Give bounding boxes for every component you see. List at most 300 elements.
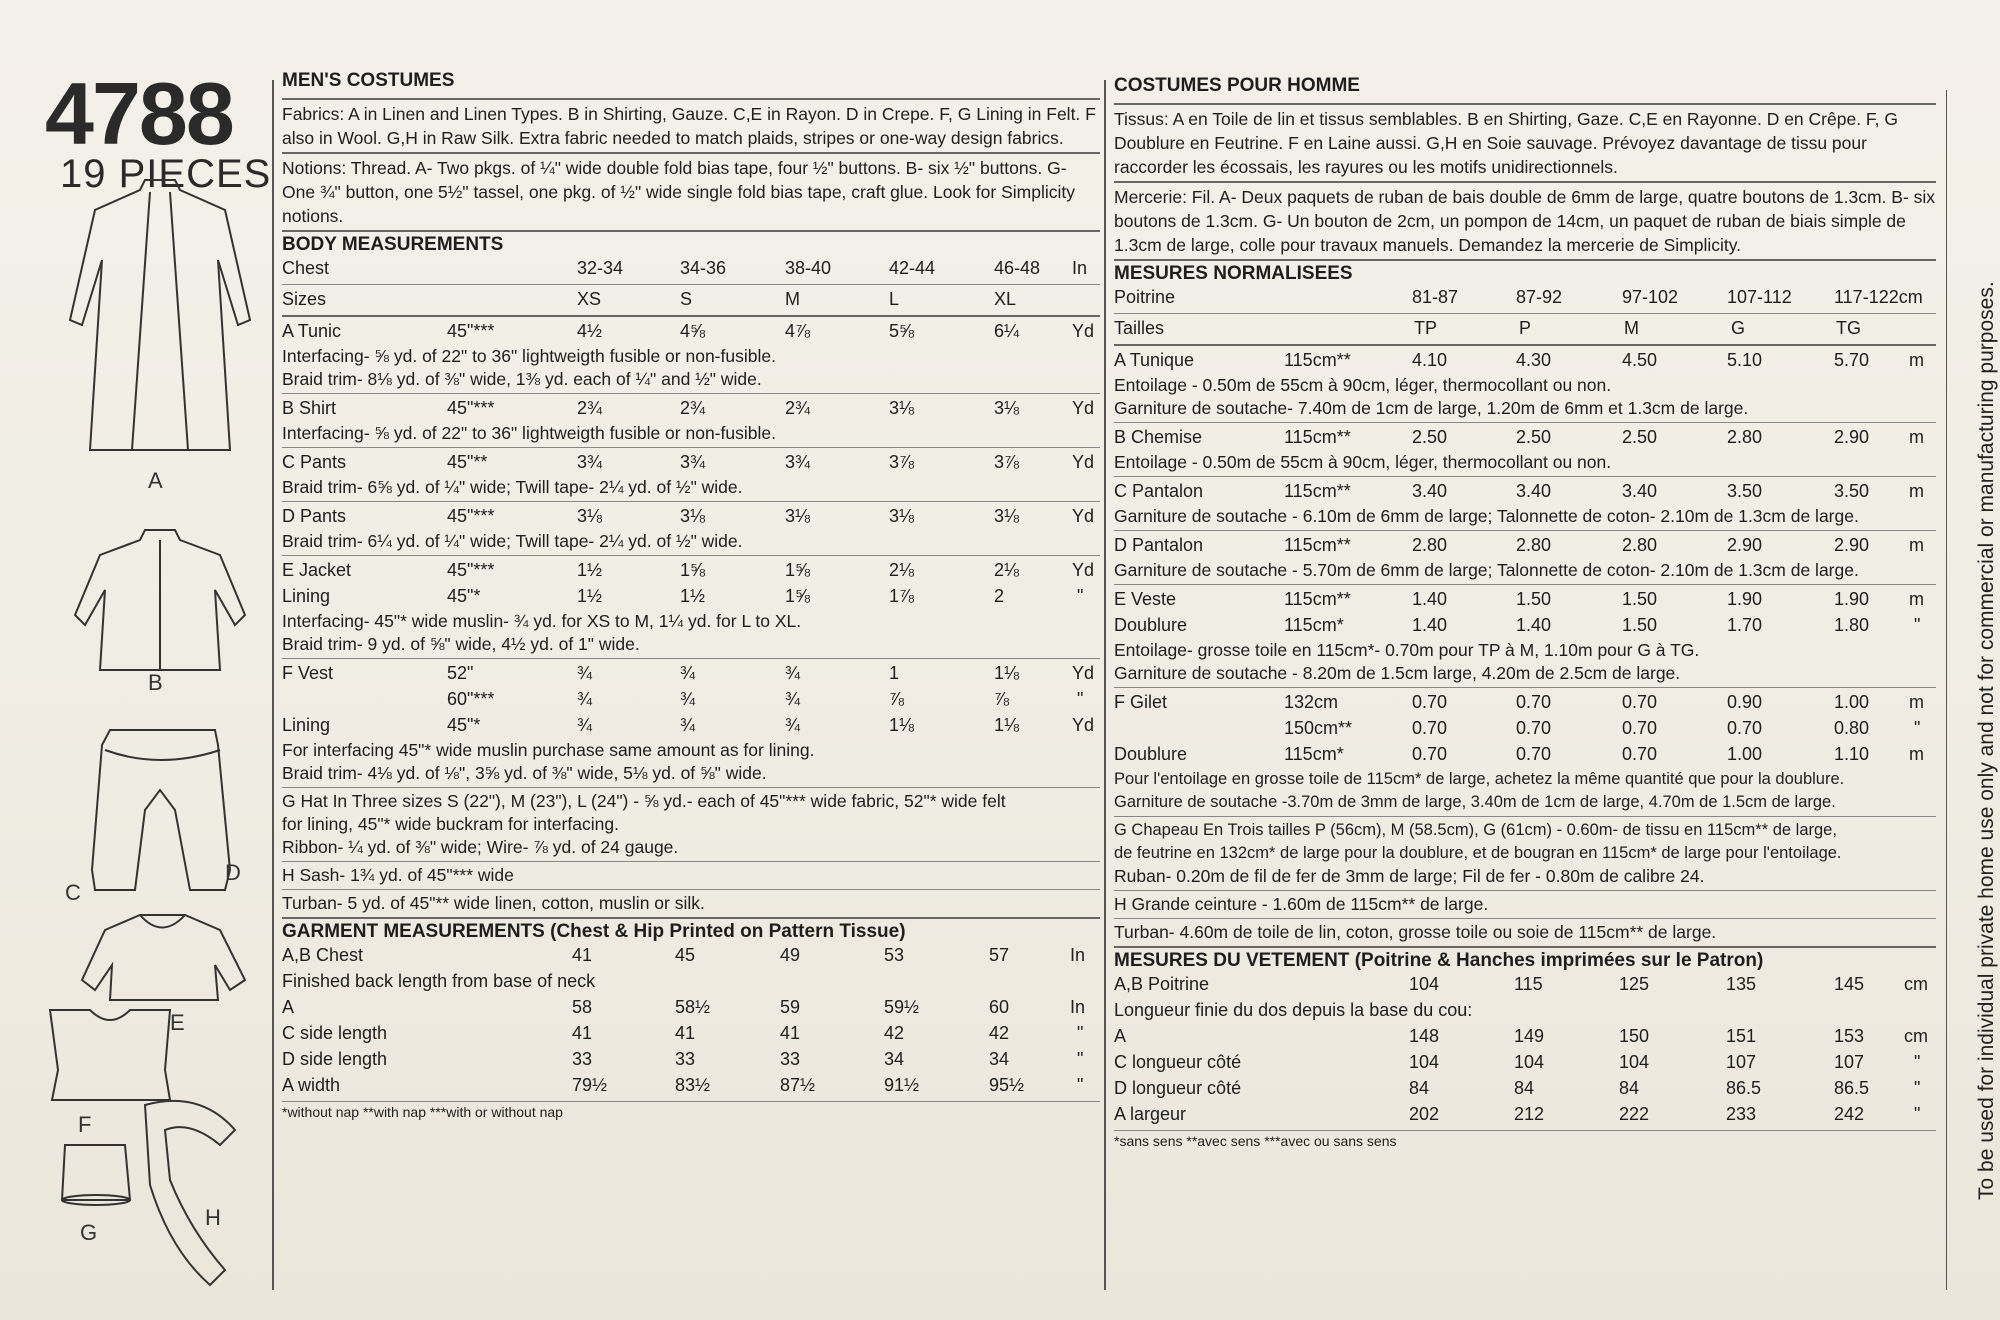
unit: ": [1077, 586, 1084, 606]
cell: 2.50: [1412, 427, 1448, 447]
cell: 1⅞: [889, 586, 915, 606]
view-a-row: [1114, 348, 1936, 374]
cell: 125: [1619, 974, 1650, 994]
unit: Yd: [1072, 321, 1095, 341]
cell: 150: [1619, 1026, 1650, 1046]
view-b-row: [1114, 425, 1936, 451]
cell: 1½: [577, 586, 603, 606]
width: 115cm**: [1284, 481, 1351, 501]
section-title: COSTUMES POUR HOMME: [1114, 75, 1360, 96]
chest-row: [1114, 285, 1936, 311]
cell: ¾: [577, 663, 593, 683]
cell: 33: [572, 1049, 593, 1069]
cell: 1.40: [1412, 615, 1448, 635]
note: Garniture de soutache - 6.10m de 6mm de large; Talonnette de coton- 2.10m de 1.3cm de large.: [1114, 506, 1859, 526]
cell: 2: [994, 586, 1005, 606]
cell: 1.50: [1622, 589, 1658, 609]
cell: 104: [1409, 1052, 1440, 1072]
unit: Yd: [1072, 506, 1095, 526]
cell: ¾: [577, 715, 593, 735]
cell: L: [889, 289, 900, 309]
row-label: D side length: [282, 1049, 388, 1069]
garment-measurements-title: MESURES DU VETEMENT (Poitrine & Hanches imprimées sur le Patron): [1114, 950, 1764, 971]
cell: 2.80: [1412, 535, 1448, 555]
cell: 84: [1514, 1078, 1535, 1098]
cell: M: [1624, 318, 1639, 338]
cell: 42-44: [889, 258, 936, 278]
cell: 6¼: [994, 321, 1020, 341]
body-measurements-title: MESURES NORMALISEES: [1114, 263, 1353, 284]
row-label: A width: [282, 1075, 341, 1095]
cell: 222: [1619, 1104, 1650, 1124]
cell: ¾: [680, 663, 696, 683]
gm-a-row: [282, 995, 1100, 1021]
cell: 3⅛: [577, 506, 603, 526]
cell: 33: [780, 1049, 801, 1069]
cell: 1.00: [1727, 744, 1763, 764]
cell: 3⅛: [994, 506, 1020, 526]
cell: 202: [1409, 1104, 1440, 1124]
unit: m: [1909, 692, 1924, 712]
row-label: Lining: [282, 586, 331, 606]
cell: 33: [675, 1049, 696, 1069]
gm-chest-row: [1114, 972, 1936, 998]
width: 115cm**: [1284, 427, 1351, 447]
view-c-row: [282, 450, 1100, 476]
view-d-row: [1114, 533, 1936, 559]
note: Interfacing- 45"* wide muslin- ¾ yd. for XS to M, 1¼ yd. for L to XL.: [282, 611, 802, 631]
cell: 38-40: [785, 258, 832, 278]
cell: 57: [989, 945, 1010, 965]
cell: 2¾: [577, 398, 603, 418]
row-label: A,B Chest: [282, 945, 364, 965]
cell: 34: [884, 1049, 905, 1069]
view-c-row: [1114, 479, 1936, 505]
note: Garniture de soutache -3.70m de 3mm de large, 3.40m de 1cm de large, 4.70m de 1.5cm de large.: [1114, 793, 1836, 811]
cell: 0.70: [1516, 718, 1552, 738]
unit: ": [1914, 615, 1921, 635]
view-e-lining-row: [1114, 613, 1936, 639]
gm-a-row: [1114, 1024, 1936, 1050]
cell: 0.70: [1622, 744, 1658, 764]
note: H Grande ceinture - 1.60m de 115cm** de large.: [1114, 894, 1489, 914]
unit: ": [1914, 1104, 1921, 1124]
note: G Hat In Three sizes S (22"), M (23"), L (24") - ⅝ yd.- each of 45"*** wide fabric, 52"* wide felt: [282, 791, 1006, 811]
cell: ¾: [680, 689, 696, 709]
notions-text: Mercerie: Fil. A- Deux paquets de ruban de bais double de 6mm de large, quatre boutons de 1.3cm. B- six boutons de 1.3cm. G- Un bouton de 2cm, un pompon de 14cm, un paquet de ruban de biais simple de 1.3cm de large, colle pour travaux manuels. Demandez la mercerie de Simplicity.: [1114, 187, 1936, 255]
cell: 104: [1514, 1052, 1545, 1072]
gm-back-row: [282, 969, 1100, 995]
width: 60"***: [447, 689, 495, 709]
cell: S: [680, 289, 693, 309]
unit: Yd: [1072, 715, 1095, 735]
view-f-illustration: [50, 1010, 170, 1100]
cell: 42: [989, 1023, 1010, 1043]
cell: 87-92: [1516, 287, 1563, 307]
cell: 4.50: [1622, 350, 1658, 370]
note: de feutrine en 132cm* de large pour la doublure, et de bougran en 115cm* de large pour l'entoilage.: [1114, 844, 1842, 862]
note: Garniture de soutache - 5.70m de 6mm de large; Talonnette de coton- 2.10m de 1.3cm de large.: [1114, 560, 1859, 580]
width: 45"**: [447, 452, 488, 472]
gm-w-row: [1114, 1102, 1936, 1128]
label-view-g: G: [80, 1220, 98, 1245]
gm-c-row: [282, 1021, 1100, 1047]
cell: 1.40: [1412, 589, 1448, 609]
cell: TG: [1836, 318, 1861, 338]
notions-text: Notions: Thread. A- Two pkgs. of ¼" wide double fold bias tape, four ½" buttons. B- six ½" buttons. G- One ¾" button, one 5½" tassel, one pkg. of ½" wide single fold bias tape, craft glue. Look for Simplicity notions.: [282, 158, 1075, 226]
cell: 2.80: [1727, 427, 1763, 447]
garment-measurements-title: GARMENT MEASUREMENTS (Chest & Hip Printed on Pattern Tissue): [282, 921, 906, 942]
row-label: B Shirt: [282, 398, 337, 418]
view-f-row-2: [282, 687, 1100, 713]
cell: ⅞: [994, 689, 1010, 709]
cell: 1.50: [1516, 589, 1552, 609]
cell: ⅞: [889, 689, 905, 709]
cell: 4.10: [1412, 350, 1448, 370]
cell: 34: [989, 1049, 1010, 1069]
cell: 41: [572, 945, 593, 965]
garment-illustrations: [40, 170, 280, 1310]
divider-center: [1104, 80, 1106, 1290]
cell: 107: [1726, 1052, 1757, 1072]
row-label: Chest: [282, 258, 330, 278]
row-label: A: [1114, 1026, 1127, 1046]
cell: 3.50: [1727, 481, 1763, 501]
cell: 2¾: [680, 398, 706, 418]
note: for lining, 45"* wide buckram for interfacing.: [282, 814, 619, 834]
cell: 3.50: [1834, 481, 1870, 501]
cell: 0.70: [1412, 692, 1448, 712]
cell: 3.40: [1412, 481, 1448, 501]
view-f-lining-row: [282, 713, 1100, 739]
row-label: Lining: [282, 715, 331, 735]
note: Ribbon- ¼ yd. of ⅜" wide; Wire- ⅞ yd. of 24 gauge.: [282, 837, 679, 857]
cell: 34-36: [680, 258, 727, 278]
label-view-f: F: [78, 1112, 92, 1137]
cell: M: [785, 289, 800, 309]
cell: 1.40: [1516, 615, 1552, 635]
note: H Sash- 1¾ yd. of 45"*** wide: [282, 865, 514, 885]
unit: m: [1909, 589, 1924, 609]
cell: 107: [1834, 1052, 1865, 1072]
cell: 2.90: [1834, 535, 1870, 555]
cell: 1.80: [1834, 615, 1870, 635]
unit: ": [1077, 1049, 1084, 1069]
cell: 5.10: [1727, 350, 1763, 370]
cell: 1.10: [1834, 744, 1870, 764]
cell: 4⅝: [680, 321, 706, 341]
sizes-row: [282, 287, 1100, 313]
cell: 95½: [989, 1075, 1025, 1095]
cell: 107-112: [1727, 287, 1792, 307]
cell: 2.50: [1622, 427, 1658, 447]
cell: 1½: [680, 586, 706, 606]
cell: ¾: [785, 715, 801, 735]
note: Garniture de soutache - 8.20m de 1.5cm large, 4.20m de 2.5cm de large.: [1114, 663, 1681, 683]
note: Entoilage - 0.50m de 55cm à 90cm, léger, thermocollant ou non.: [1114, 452, 1612, 472]
cell: 81-87: [1412, 287, 1459, 307]
row-label: A Tunique: [1114, 350, 1195, 370]
chest-row: [282, 256, 1100, 282]
row-label: D Pantalon: [1114, 535, 1204, 555]
row-label: Poitrine: [1114, 287, 1176, 307]
cell: 0.70: [1516, 692, 1552, 712]
cell: 41: [675, 1023, 696, 1043]
cell: 45: [675, 945, 696, 965]
cell: 79½: [572, 1075, 608, 1095]
cell: 3.40: [1622, 481, 1658, 501]
width: 52": [447, 663, 474, 683]
cell: 86.5: [1834, 1078, 1870, 1098]
cell: 0.90: [1727, 692, 1763, 712]
label-view-c: C: [65, 880, 81, 905]
note: For interfacing 45"* wide muslin purchase same amount as for lining.: [282, 740, 815, 760]
unit: cm: [1904, 974, 1928, 994]
view-e-lining-row: [282, 584, 1100, 610]
cell: 2.80: [1516, 535, 1552, 555]
cell: 3⅛: [994, 398, 1020, 418]
unit: Yd: [1072, 663, 1095, 683]
cell: 4⅞: [785, 321, 811, 341]
cell: 3⅞: [889, 452, 915, 472]
view-a-row: [282, 319, 1100, 345]
row-label: E Veste: [1114, 589, 1177, 609]
cell: 86.5: [1726, 1078, 1762, 1098]
label-view-e: E: [170, 1010, 185, 1035]
note: Turban- 4.60m de toile de lin, coton, grosse toile ou soie de 115cm** de large.: [1114, 922, 1717, 942]
view-g-illustration: [62, 1145, 130, 1205]
cell: 1: [889, 663, 900, 683]
row-label: F Gilet: [1114, 692, 1168, 712]
row-label: E Jacket: [282, 560, 352, 580]
view-e-illustration: [82, 915, 245, 1000]
row-label: Tailles: [1114, 318, 1165, 338]
label-view-h: H: [205, 1205, 221, 1230]
width: 45"***: [447, 506, 495, 526]
cell: 151: [1726, 1026, 1757, 1046]
cell: 0.70: [1622, 692, 1658, 712]
row-label: Longueur finie du dos depuis la base du cou:: [1114, 1000, 1473, 1020]
cell: 104: [1409, 974, 1440, 994]
width: 115cm*: [1284, 615, 1344, 635]
cell: 0.70: [1727, 718, 1763, 738]
cell: 0.80: [1834, 718, 1870, 738]
note: Entoilage - 0.50m de 55cm à 90cm, léger, thermocollant ou non.: [1114, 375, 1612, 395]
cell: XS: [577, 289, 602, 309]
unit: ": [1077, 1023, 1084, 1043]
cell: 3¾: [785, 452, 811, 472]
label-view-b: B: [148, 670, 163, 695]
view-e-row: [1114, 587, 1936, 613]
row-label: Doublure: [1114, 615, 1188, 635]
unit: In: [1070, 997, 1086, 1017]
pieces-count: 19 PIECES: [60, 152, 272, 196]
view-d-row: [282, 504, 1100, 530]
gm-back-row: [1114, 998, 1936, 1024]
view-cd-illustration: [92, 730, 230, 890]
unit: In: [1070, 945, 1086, 965]
body-measurements-title: BODY MEASUREMENTS: [282, 234, 504, 255]
cell: ¾: [680, 715, 696, 735]
cell: 148: [1409, 1026, 1440, 1046]
cell: 3.40: [1516, 481, 1552, 501]
cell: 0.70: [1412, 718, 1448, 738]
note: Garniture de soutache- 7.40m de 1cm de large, 1.20m de 6mm et 1.3cm de large.: [1114, 398, 1749, 418]
unit: ": [1914, 718, 1921, 738]
unit: Yd: [1072, 452, 1095, 472]
row-label: A,B Poitrine: [1114, 974, 1210, 994]
cell: 41: [572, 1023, 593, 1043]
row-label: A: [282, 997, 295, 1017]
width: 132cm: [1284, 692, 1339, 712]
cell: 83½: [675, 1075, 711, 1095]
unit: ": [1077, 1075, 1084, 1095]
width: 45"***: [447, 321, 495, 341]
view-f-row: [1114, 690, 1936, 716]
note: Braid trim- 4⅛ yd. of ⅛", 3⅝ yd. of ⅜" wide, 5⅛ yd. of ⅝" wide.: [282, 763, 767, 783]
unit: Yd: [1072, 560, 1095, 580]
view-b-row: [282, 396, 1100, 422]
unit: In: [1072, 258, 1088, 278]
cell: 3⅛: [680, 506, 706, 526]
cell: 5.70: [1834, 350, 1870, 370]
cell: 0.70: [1516, 744, 1552, 764]
row-label: A largeur: [1114, 1104, 1187, 1124]
cell: XL: [994, 289, 1017, 309]
note: Braid trim- 8⅛ yd. of ⅜" wide, 1⅜ yd. each of ¼" and ½" wide.: [282, 369, 762, 389]
cell: 42: [884, 1023, 905, 1043]
width: 115cm**: [1284, 350, 1351, 370]
row-label: A Tunic: [282, 321, 342, 341]
cell: 212: [1514, 1104, 1545, 1124]
row-label: F Vest: [282, 663, 334, 683]
note: Ruban- 0.20m de fil de fer de 3mm de large; Fil de fer - 0.80m de calibre 24.: [1114, 866, 1705, 886]
cell: 3⅛: [889, 398, 915, 418]
cell: 1⅝: [785, 560, 811, 580]
cell: 1.90: [1727, 589, 1763, 609]
unit: m: [1909, 535, 1924, 555]
cell: 3⅛: [785, 506, 811, 526]
divider-left: [272, 80, 274, 1290]
cell: 53: [884, 945, 905, 965]
width: 45"***: [447, 398, 495, 418]
cell: 1.50: [1622, 615, 1658, 635]
row-label: D Pants: [282, 506, 347, 526]
cell: 0.70: [1622, 718, 1658, 738]
fabrics-text: Fabrics: A in Linen and Linen Types. B in Shirting, Gauze. C,E in Rayon. D in Crepe. F, G Lining in Felt. F also in Wool. G,H in Raw Silk. Extra fabric needed to match plaids, stripes or one-way design fabrics.: [282, 104, 1096, 148]
gm-d-row: [1114, 1076, 1936, 1102]
note: Interfacing- ⅝ yd. of 22" to 36" lightweigth fusible or non-fusible.: [282, 346, 776, 366]
width: 115cm**: [1284, 535, 1351, 555]
cell: ¾: [577, 689, 593, 709]
unit: ": [1914, 1078, 1921, 1098]
row-label: C Pants: [282, 452, 347, 472]
row-label: Finished back length from base of neck: [282, 971, 596, 991]
label-view-d: D: [225, 860, 241, 885]
cell: P: [1519, 318, 1532, 338]
width: 45"***: [447, 560, 495, 580]
view-f-row-2: [1114, 716, 1936, 742]
cell: 2.90: [1727, 535, 1763, 555]
cell: 58½: [675, 997, 711, 1017]
sizes-row: [1114, 316, 1936, 342]
note: Braid trim- 6¼ yd. of ¼" wide; Twill tape- 2¼ yd. of ½" wide.: [282, 531, 743, 551]
cell: 153: [1834, 1026, 1865, 1046]
usage-notice: To be used for individual private home use only and not for commercial or manufacturing purposes.: [1975, 281, 1998, 1200]
cell: 3⅞: [994, 452, 1020, 472]
view-h-illustration: [145, 1101, 235, 1285]
cell: 242: [1834, 1104, 1865, 1124]
gm-c-row: [1114, 1050, 1936, 1076]
width: 45"*: [447, 715, 481, 735]
cell: 87½: [780, 1075, 816, 1095]
row-label: Doublure: [1114, 744, 1188, 764]
row-label: D longueur côté: [1114, 1078, 1242, 1098]
cell: 117-122cm: [1834, 287, 1923, 307]
cell: 1.70: [1727, 615, 1763, 635]
cell: 0.70: [1412, 744, 1448, 764]
cell: 84: [1409, 1078, 1430, 1098]
english-section: [282, 70, 1100, 1120]
width: 150cm**: [1284, 718, 1353, 738]
unit: m: [1909, 427, 1924, 447]
cell: 5⅝: [889, 321, 915, 341]
note: Entoilage- grosse toile en 115cm*- 0.70m pour TP à M, 1.10m pour G à TG.: [1114, 640, 1700, 660]
cell: 1.90: [1834, 589, 1870, 609]
cell: 46-48: [994, 258, 1041, 278]
cell: 1⅝: [785, 586, 811, 606]
note: Turban- 5 yd. of 45"** wide linen, cotton, muslin or silk.: [282, 893, 705, 913]
cell: 135: [1726, 974, 1757, 994]
cell: 91½: [884, 1075, 920, 1095]
cell: 97-102: [1622, 287, 1679, 307]
width: 45"*: [447, 586, 481, 606]
cell: 4½: [577, 321, 603, 341]
cell: 59: [780, 997, 801, 1017]
cell: 1½: [577, 560, 603, 580]
note: Braid trim- 6⅝ yd. of ¼" wide; Twill tape- 2¼ yd. of ½" wide.: [282, 477, 743, 497]
footnote: *sans sens **avec sens ***avec ou sans sens: [1114, 1133, 1397, 1149]
french-section: [1114, 75, 1936, 1149]
cell: 104: [1619, 1052, 1650, 1072]
unit: ": [1914, 1052, 1921, 1072]
cell: 32-34: [577, 258, 624, 278]
cell: ¾: [785, 663, 801, 683]
cell: 1.00: [1834, 692, 1870, 712]
section-title: MEN'S COSTUMES: [282, 70, 455, 91]
cell: 49: [780, 945, 801, 965]
note: Braid trim- 9 yd. of ⅝" wide, 4½ yd. of 1" wide.: [282, 634, 640, 654]
cell: 2.50: [1516, 427, 1552, 447]
width: 115cm*: [1284, 744, 1344, 764]
cell: 58: [572, 997, 593, 1017]
cell: G: [1731, 318, 1746, 338]
cell: 1⅛: [994, 663, 1020, 683]
cell: 59½: [884, 997, 920, 1017]
gm-d-row: [282, 1047, 1100, 1073]
pattern-number: 4788: [45, 64, 233, 163]
view-a-illustration: [70, 180, 250, 450]
cell: ¾: [785, 689, 801, 709]
cell: 1⅝: [680, 560, 706, 580]
cell: 2⅛: [889, 560, 915, 580]
unit: m: [1909, 481, 1924, 501]
cell: 2¾: [785, 398, 811, 418]
row-label: C side length: [282, 1023, 388, 1043]
cell: 1⅛: [889, 715, 915, 735]
width: 115cm**: [1284, 589, 1351, 609]
unit: ": [1077, 689, 1084, 709]
